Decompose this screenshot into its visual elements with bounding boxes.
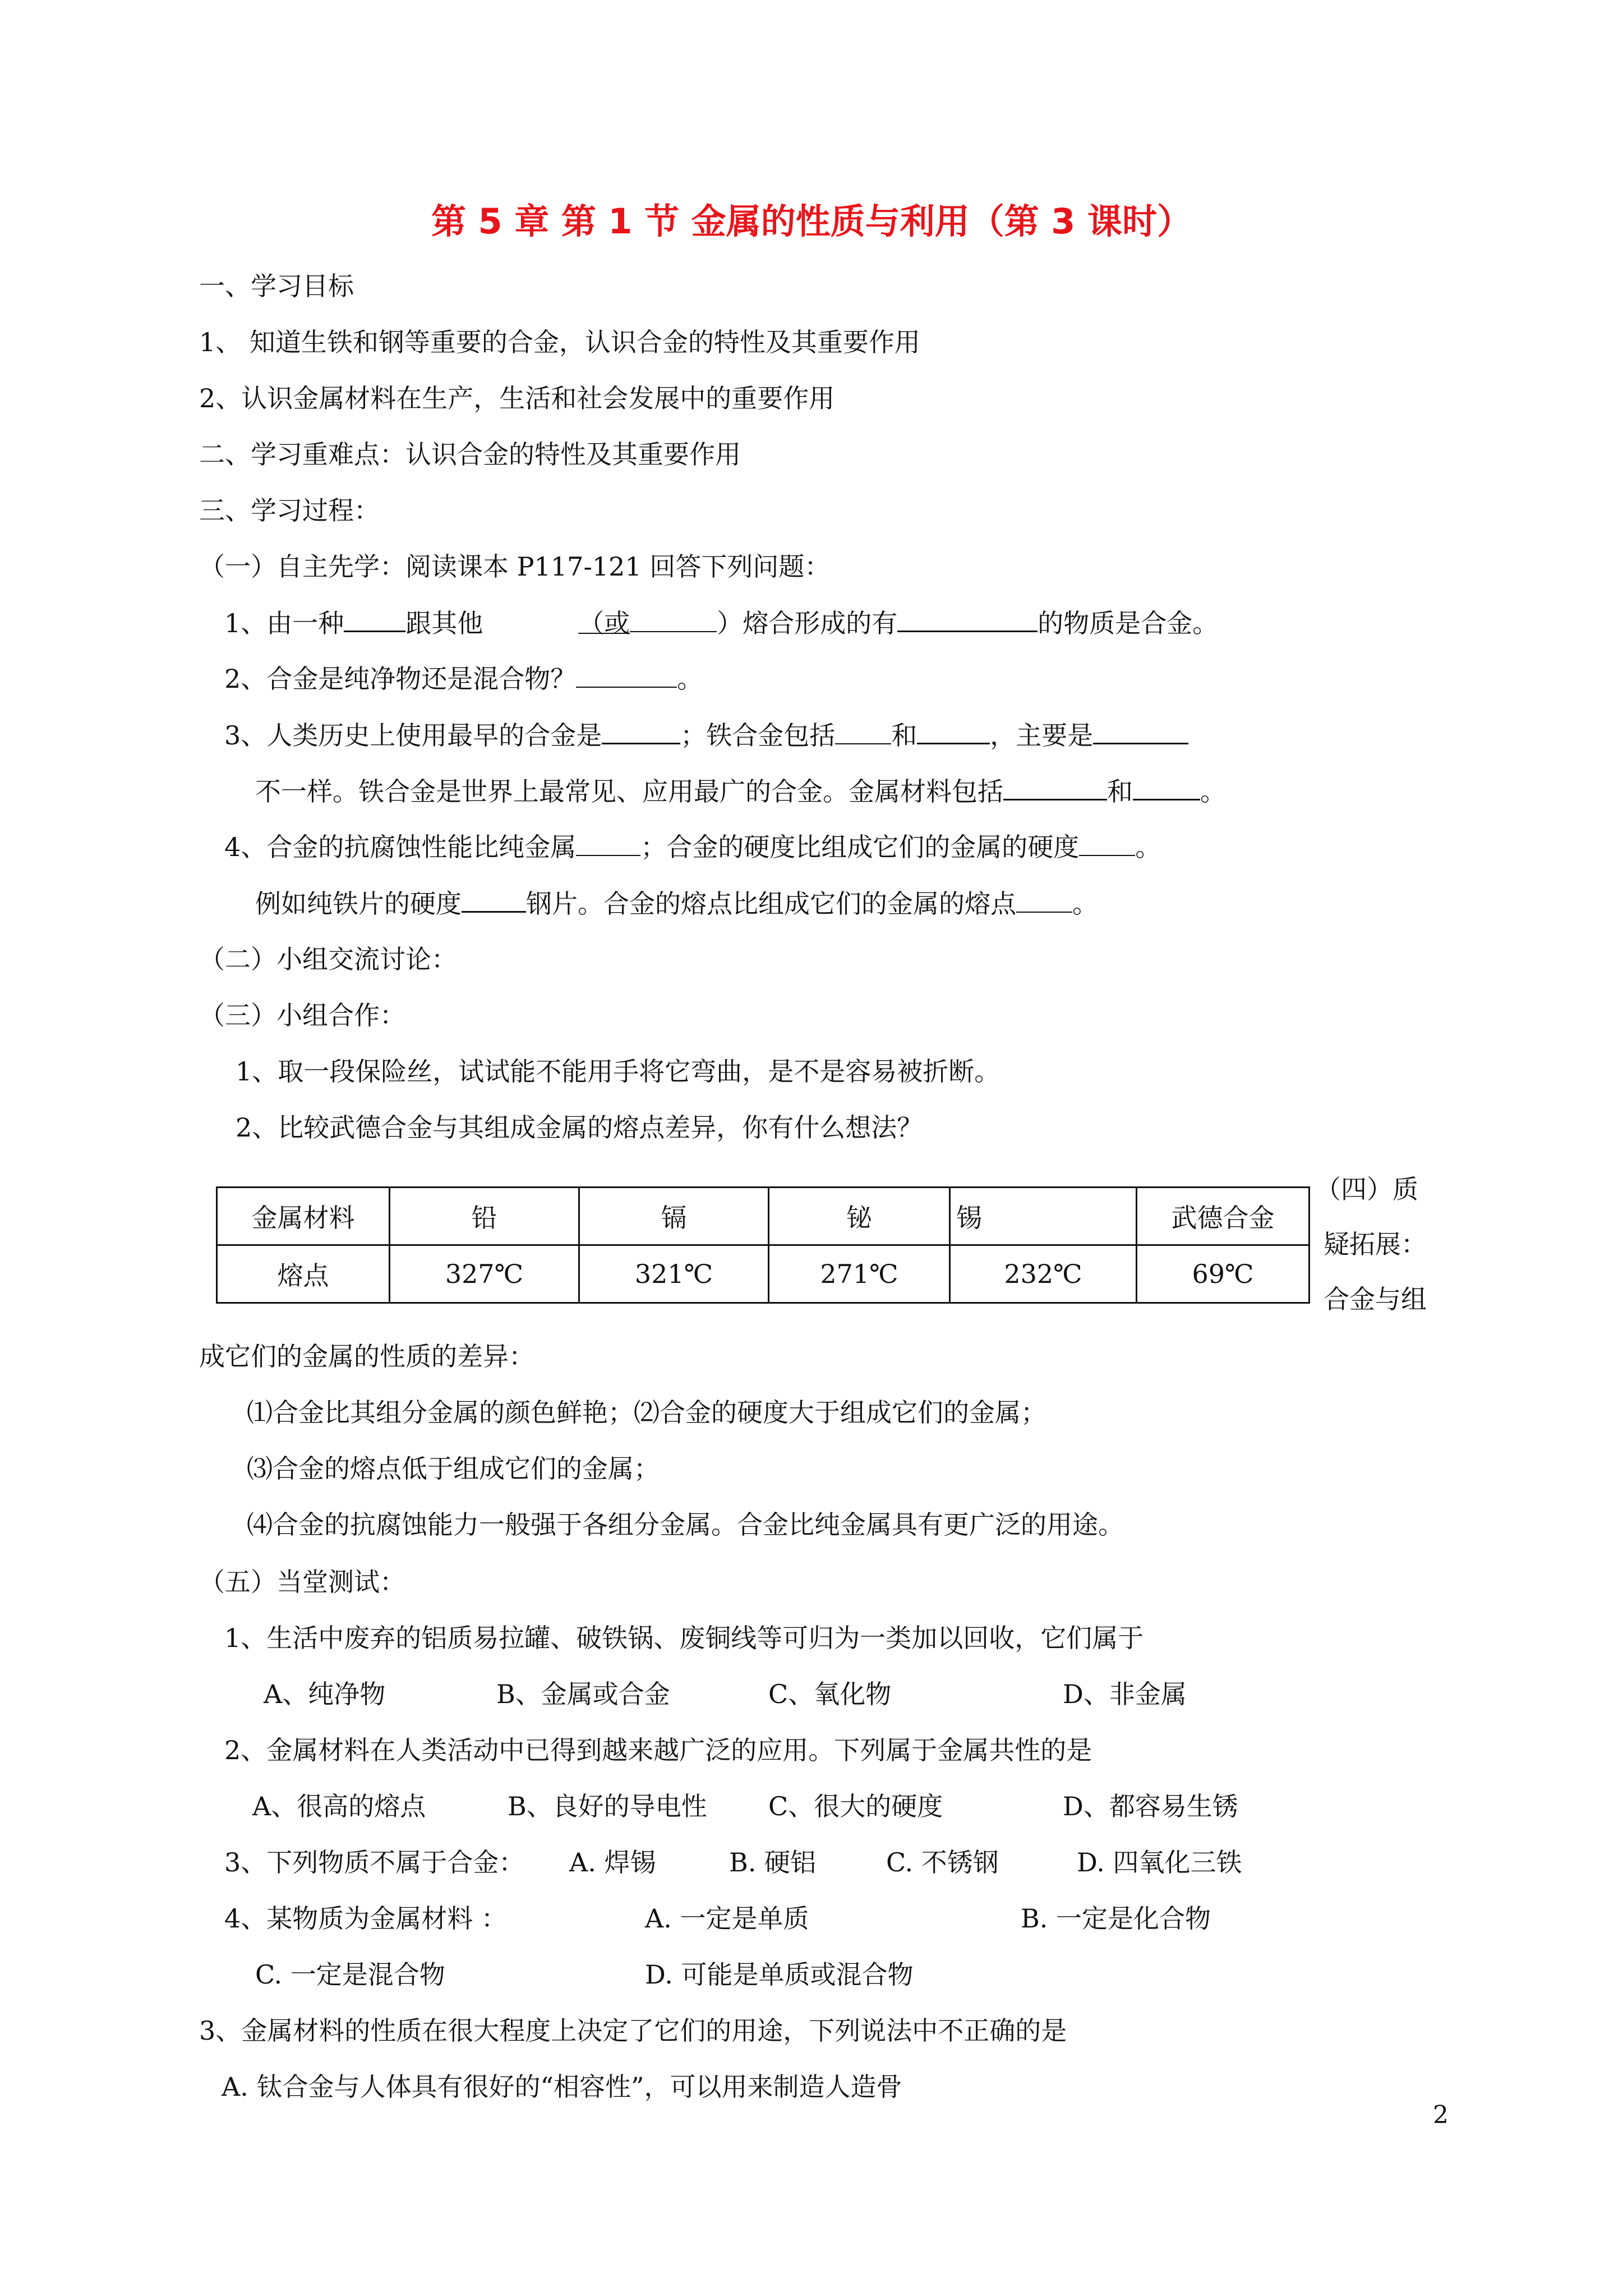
section-heading-goals: 一、学习目标 bbox=[199, 271, 354, 301]
test-question-5: 3、金属材料的性质在很大程度上决定了它们的用途，下列说法中不正确的是 bbox=[199, 2016, 1067, 2046]
question-4-cont bbox=[255, 886, 1098, 921]
test-2-option: B、良好的导电性 bbox=[508, 1791, 707, 1821]
q2-text-a: 2、合金是纯净物还是混合物？ bbox=[224, 664, 577, 694]
test-3-option: B. 硬铝 bbox=[729, 1847, 817, 1878]
cooperation-1: 1、取一段保险丝，试试能不能用手将它弯曲，是不是容易被折断。 bbox=[236, 1056, 1000, 1087]
blank bbox=[917, 718, 990, 744]
test-1-option: C、氧化物 bbox=[768, 1679, 892, 1709]
section-heading-process: 三、学习过程： bbox=[199, 495, 380, 526]
table-cell: 271℃ bbox=[769, 1245, 950, 1303]
table-header-cell: 铋 bbox=[769, 1188, 950, 1245]
blank bbox=[1003, 774, 1107, 800]
test-1-option: A、纯净物 bbox=[264, 1679, 386, 1709]
side-text-line-2: 疑拓展： bbox=[1324, 1229, 1427, 1259]
table-header-cell: 铅 bbox=[390, 1188, 579, 1245]
page-title: 第 5 章 第 1 节 金属的性质与利用（第 3 课时） bbox=[431, 201, 1192, 242]
blank bbox=[1133, 774, 1200, 800]
q3-text-d: ，主要是 bbox=[990, 720, 1094, 751]
difference-3: ⑷合金的抗腐蚀能力一般强于各组分金属。合金比纯金属具有更广泛的用途。 bbox=[247, 1510, 1124, 1540]
difference-1: ⑴合金比其组分金属的颜色鲜艳；⑵合金的硬度大于组成它们的金属； bbox=[247, 1397, 1046, 1428]
difference-2: ⑶合金的熔点低于组成它们的金属； bbox=[247, 1453, 660, 1484]
table-cell: 熔点 bbox=[217, 1245, 390, 1303]
test-1-option: B、金属或合金 bbox=[496, 1679, 670, 1709]
blank bbox=[462, 886, 526, 913]
test-3-option: C. 不锈钢 bbox=[886, 1847, 999, 1878]
test-question-3: 3、下列物质不属于合金： bbox=[224, 1847, 525, 1878]
section-heading-difficulties: 二、学习重难点：认识合金的特性及其重要作用 bbox=[199, 439, 741, 470]
test-5-option: A. 钛合金与人体具有很好的“相容性”，可以用来制造人造骨 bbox=[222, 2072, 902, 2102]
test-3-option: D. 四氧化三铁 bbox=[1077, 1847, 1242, 1878]
blank bbox=[630, 606, 717, 632]
table-cell: 327℃ bbox=[390, 1245, 579, 1303]
q4-text-e: 钢片。合金的熔点比组成它们的金属的熔点 bbox=[526, 889, 1016, 919]
table-cell: 321℃ bbox=[579, 1245, 769, 1303]
table-row bbox=[217, 1245, 1310, 1303]
part-heading-discussion: （二）小组交流讨论： bbox=[199, 944, 457, 974]
part-heading-self-study: （一）自主先学：阅读课本 P117-121 回答下列问题： bbox=[199, 551, 831, 582]
melting-point-table bbox=[216, 1186, 1310, 1304]
test-4-option: B. 一定是化合物 bbox=[1021, 1903, 1211, 1934]
question-3 bbox=[224, 718, 1188, 752]
test-2-option: C、很大的硬度 bbox=[768, 1791, 943, 1821]
q4-text-d: 例如纯铁片的硬度 bbox=[255, 889, 462, 919]
q1-text-c: （或 bbox=[578, 608, 630, 638]
part-heading-cooperation: （三）小组合作： bbox=[199, 1000, 405, 1030]
test-question-4: 4、某物质为金属材料 ： bbox=[224, 1903, 507, 1934]
table-header-cell: 镉 bbox=[579, 1188, 769, 1245]
table-cell: 69℃ bbox=[1137, 1245, 1310, 1303]
goal-2: 2、认识金属材料在生产，生活和社会发展中的重要作用 bbox=[199, 383, 835, 413]
q3-text-g: 。 bbox=[1200, 776, 1226, 807]
test-2-option: D、都容易生锈 bbox=[1063, 1791, 1238, 1821]
blank bbox=[602, 718, 680, 744]
question-4 bbox=[224, 830, 1161, 864]
q1-text-b: 跟其他 bbox=[405, 608, 483, 638]
question-3-cont bbox=[255, 774, 1226, 808]
table-cell: 232℃ bbox=[950, 1245, 1137, 1303]
q4-text-b: ；合金的硬度比组成它们的金属的硬度 bbox=[640, 832, 1080, 862]
q2-text-b: 。 bbox=[677, 664, 703, 694]
question-2 bbox=[224, 662, 703, 696]
blank bbox=[835, 719, 891, 744]
question-1 bbox=[224, 606, 1218, 640]
goal-1: 1、 知道生铁和钢等重要的合金，认识合金的特性及其重要作用 bbox=[199, 327, 920, 357]
q1-text-e: 的物质是合金。 bbox=[1038, 608, 1219, 638]
q3-text-c: 和 bbox=[891, 720, 917, 751]
side-text-line-1: （四）质 bbox=[1315, 1174, 1418, 1204]
blank bbox=[344, 606, 405, 632]
q4-text-c: 。 bbox=[1135, 832, 1161, 862]
side-text-line-3: 合金与组 bbox=[1324, 1284, 1427, 1314]
test-1-option: D、非金属 bbox=[1063, 1679, 1187, 1709]
part-heading-test: （五）当堂测试： bbox=[199, 1567, 405, 1597]
blank bbox=[576, 662, 677, 688]
q4-text-f: 。 bbox=[1072, 889, 1098, 919]
blank bbox=[576, 830, 640, 856]
q3-text-e: 不一样。铁合金是世界上最常见、应用最广的合金。金属材料包括 bbox=[255, 776, 1003, 807]
table-header-cell: 金属材料 bbox=[217, 1188, 390, 1245]
table-header-row bbox=[217, 1188, 1310, 1245]
table-header-cell: 锡 bbox=[950, 1188, 1137, 1245]
page-number: 2 bbox=[1433, 2101, 1449, 2129]
test-4-option: C. 一定是混合物 bbox=[255, 1959, 445, 1990]
test-4-option: D. 可能是单质或混合物 bbox=[645, 1959, 914, 1990]
cooperation-2: 2、比较武德合金与其组成金属的熔点差异，你有什么想法？ bbox=[236, 1112, 923, 1143]
q1-text-d: ）熔合形成的有 bbox=[717, 608, 898, 638]
blank bbox=[1079, 830, 1135, 856]
test-4-option: A. 一定是单质 bbox=[645, 1903, 809, 1934]
q3-text-a: 3、人类历史上使用最早的合金是 bbox=[224, 720, 602, 751]
gap bbox=[483, 608, 578, 632]
blank bbox=[1093, 718, 1188, 744]
blank bbox=[897, 606, 1038, 632]
test-question-1: 1、生活中废弃的铝质易拉罐、破铁锅、废铜线等可归为一类加以回收，它们属于 bbox=[224, 1623, 1144, 1653]
test-2-option: A、很高的熔点 bbox=[252, 1791, 426, 1821]
test-question-2: 2、金属材料在人类活动中已得到越来越广泛的应用。下列属于金属共性的是 bbox=[224, 1735, 1092, 1765]
q3-text-b: ；铁合金包括 bbox=[680, 720, 836, 751]
part-4-continued: 成它们的金属的性质的差异： bbox=[199, 1341, 534, 1372]
q1-text-a: 1、由一种 bbox=[224, 608, 344, 638]
q3-text-f: 和 bbox=[1107, 776, 1133, 807]
table-header-cell: 武德合金 bbox=[1137, 1188, 1310, 1245]
test-3-option: A. 焊锡 bbox=[569, 1847, 656, 1878]
blank bbox=[1016, 887, 1072, 913]
q4-text-a: 4、合金的抗腐蚀性能比纯金属 bbox=[224, 832, 577, 862]
